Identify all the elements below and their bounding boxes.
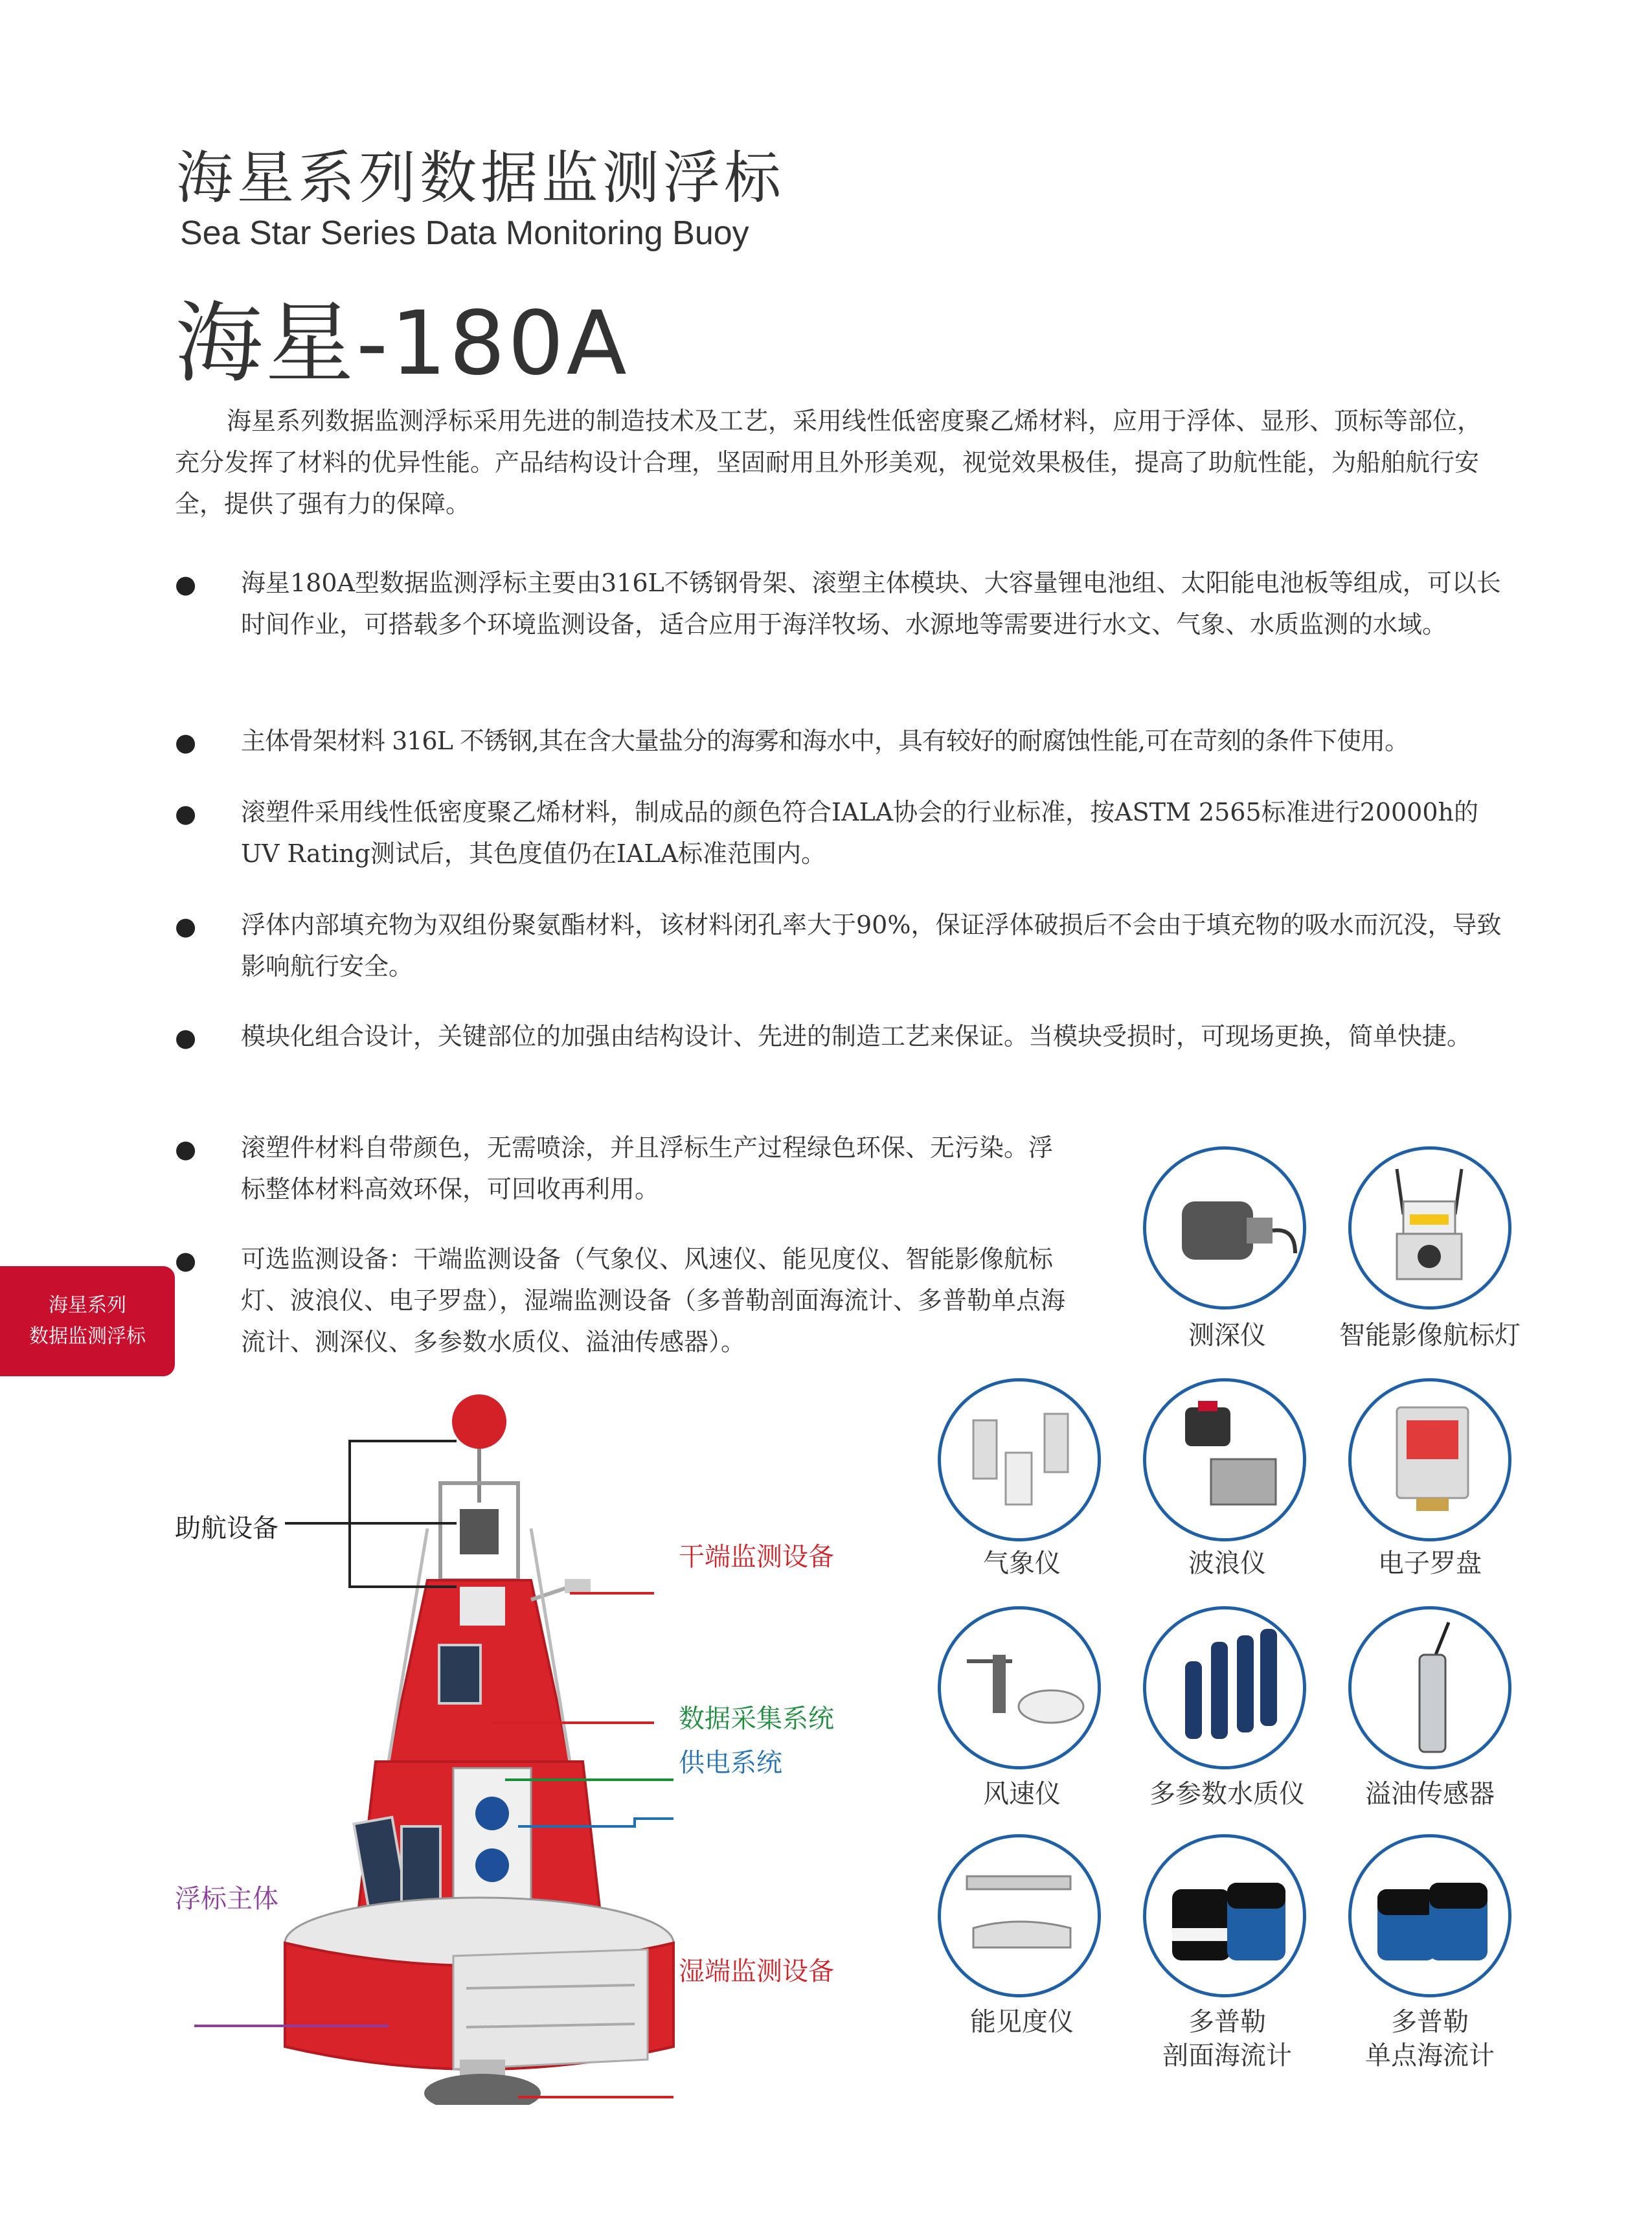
equipment-label: 风速仪 xyxy=(983,1779,1061,1809)
label-power-system: 供电系统 xyxy=(679,1748,782,1778)
bullet-text-6: 滚塑件材料自带颜色，无需喷涂，并且浮标生产过程绿色环保、无污染。浮标整体材料高效环保，可回收再利用。 xyxy=(241,1133,1054,1203)
title-chinese: 海星系列数据监测浮标 xyxy=(176,144,786,211)
visibility-meter-icon xyxy=(938,1834,1101,1997)
bullet-dot: ● xyxy=(175,799,197,828)
equipment-label: 能见度仪 xyxy=(970,2007,1074,2037)
label-buoy-body: 浮标主体 xyxy=(175,1884,278,1914)
bullet-text-7: 可选监测设备：干端监测设备（气象仪、风速仪、能见度仪、智能影像航标灯、波浪仪、电子罗盘），湿端监测设备（多普勒剖面海流计、多普勒单点海流计、测深仪、多参数水质仪、溢油传感器）。 xyxy=(241,1245,1066,1356)
buoy-diagram xyxy=(155,1373,868,2105)
label-wet-end: 湿端监测设备 xyxy=(679,1957,834,1986)
anemometer-icon xyxy=(938,1606,1101,1769)
oil-sensor-icon xyxy=(1348,1606,1511,1769)
side-tab xyxy=(0,1266,175,1376)
bullet-dot: ● xyxy=(175,728,197,756)
title-english: Sea Star Series Data Monitoring Buoy xyxy=(180,214,749,252)
bullet-text-2: 主体骨架材料 316L 不锈钢,其在含大量盐分的海雾和海水中，具有较好的耐腐蚀性能,可在苛刻的条件下使用。 xyxy=(241,727,1409,755)
weather-station-icon xyxy=(938,1378,1101,1541)
equipment-label: 波浪仪 xyxy=(1188,1549,1266,1578)
compass-icon xyxy=(1348,1378,1511,1541)
bullet-text-1: 海星180A型数据监测浮标主要由316L不锈钢骨架、滚塑主体模块、大容量锂电池组、太阳能电池板等组成，可以长时间作业，可搭载多个环境监测设备，适合应用于海洋牧场、水源地等需要进行水文、气象、水质监测的水域。 xyxy=(241,569,1501,639)
bullet-dot: ● xyxy=(175,1246,197,1275)
equipment-label: 溢油传感器 xyxy=(1365,1779,1495,1809)
bullet-dot: ● xyxy=(175,912,197,940)
equipment-label-line2: 单点海流计 xyxy=(1365,2041,1495,2071)
camera-beacon-icon xyxy=(1348,1146,1511,1310)
side-tab-line1: 海星系列 xyxy=(49,1294,126,1317)
label-data-acquisition: 数据采集系统 xyxy=(679,1704,834,1734)
equipment-label-line2: 剖面海流计 xyxy=(1162,2041,1292,2071)
depth-sounder-icon xyxy=(1143,1146,1306,1310)
label-dry-end: 干端监测设备 xyxy=(679,1542,834,1572)
equipment-label: 多普勒 xyxy=(1188,2007,1266,2037)
equipment-label: 气象仪 xyxy=(983,1549,1061,1578)
bullet-text-5: 模块化组合设计，关键部位的加强由结构设计、先进的制造工艺来保证。当模块受损时，可现场更换，简单快捷。 xyxy=(241,1022,1472,1051)
bullet-dot: ● xyxy=(175,1023,197,1052)
equipment-label: 测深仪 xyxy=(1188,1321,1266,1350)
equipment-label: 电子罗盘 xyxy=(1378,1549,1482,1578)
side-tab-line2: 数据监测浮标 xyxy=(29,1325,146,1348)
bullet-text-4: 浮体内部填充物为双组份聚氨酯材料，该材料闭孔率大于90%，保证浮体破损后不会由于填充物的吸水而沉没，导致影响航行安全。 xyxy=(241,911,1502,981)
bullet-dot: ● xyxy=(175,570,197,598)
equipment-label: 多普勒 xyxy=(1391,2007,1469,2037)
equipment-label: 多参数水质仪 xyxy=(1149,1779,1305,1809)
label-nav-aid: 助航设备 xyxy=(175,1514,278,1543)
top-sphere-icon xyxy=(452,1394,506,1449)
bullet-text-3: 滚塑件采用线性低密度聚乙烯材料，制成品的颜色符合IALA协会的行业标准，按ASTM 2565标准进行20000h的UV Rating测试后，其色度值仍在IALA标准范围内。 xyxy=(241,798,1479,868)
equipment-label: 智能影像航标灯 xyxy=(1339,1321,1521,1350)
model-name: 海星-180A xyxy=(175,293,629,395)
wave-sensor-icon xyxy=(1143,1378,1306,1541)
intro-paragraph: 海星系列数据监测浮标采用先进的制造技术及工艺，采用线性低密度聚乙烯材料，应用于浮体、显形、顶标等部位，充分发挥了材料的优异性能。产品结构设计合理，坚固耐用且外形美观，视觉效果极佳，提高了助航性能，为船舶航行安全，提供了强有力的保障。 xyxy=(175,407,1482,518)
doppler-point-icon xyxy=(1348,1834,1511,1997)
bullet-dot: ● xyxy=(175,1135,197,1163)
water-quality-icon xyxy=(1143,1606,1306,1769)
doppler-profiler-icon xyxy=(1143,1834,1306,1997)
